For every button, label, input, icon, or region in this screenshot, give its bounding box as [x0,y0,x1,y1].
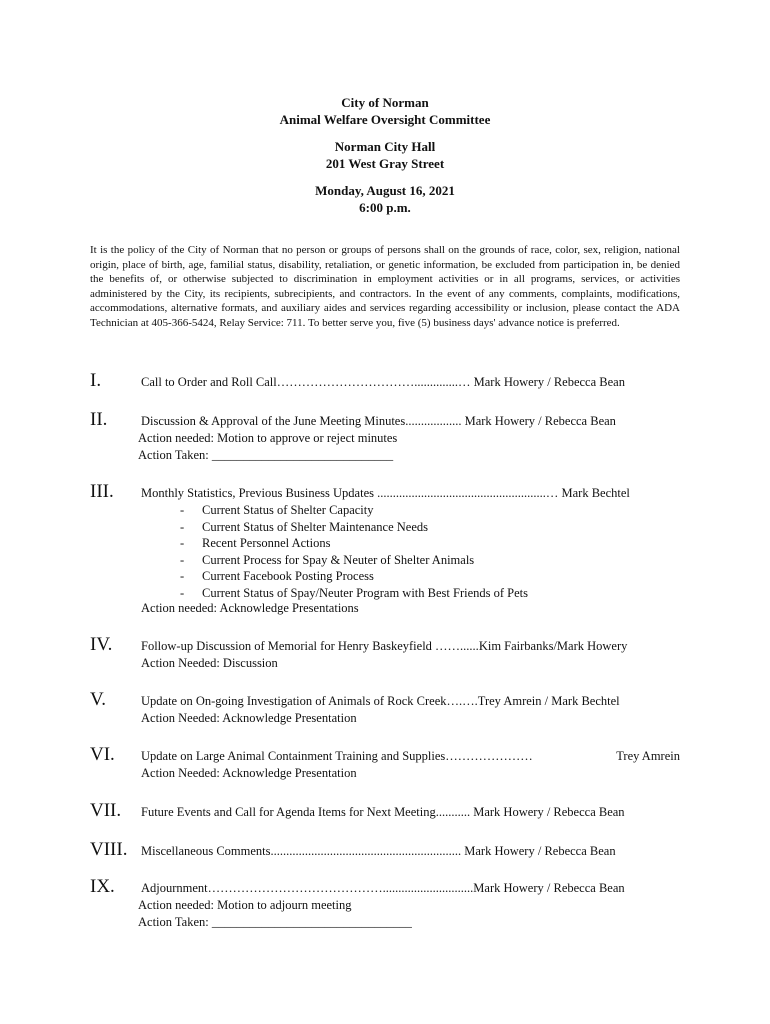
item-title: Discussion & Approval of the June Meeting Minutes.................. [141,414,462,428]
org-name: City of Norman [341,95,429,110]
item-numeral: V. [90,689,107,710]
action-needed: Action Needed: Discussion [141,656,278,670]
item-title: Update on Large Animal Containment Training and Supplies………………… [141,749,533,763]
action-needed: Action needed: Motion to approve or reject minutes [138,431,398,445]
item-line [141,413,680,430]
committee-name: Animal Welfare Oversight Committee [279,112,491,127]
action-needed: Action Needed: Acknowledge Presentation [141,766,357,780]
item-line [141,374,680,391]
item-presenter: Mark Howery / Rebecca Bean [473,881,625,895]
item-numeral: VI. [90,744,115,765]
item-line [141,693,680,710]
item-title: Adjournment……………………………………............................. [141,881,474,895]
item-line [141,748,680,765]
item-title: Follow-up Discussion of Memorial for Henry Baskeyfield ……...... [141,639,479,653]
action-needed: Action needed: Motion to adjourn meeting [138,898,352,912]
item-line [141,880,680,897]
non-discrimination-policy: It is the policy of the City of Norman that no person or groups of persons shall on the grounds of race, color, sex, religion, national origin, place of birth, age, familial status, disability, retaliation, or genetic information, be excluded from participation in, be denied the benefits of, or otherwise subjected to discrimination in employment activities or in all programs, services, or activities administered by the City, its recipients, subrecipients, and contractors. In the event of any comments, complaints, modifications, accommodations, alternative formats, and auxiliary aides and services regarding accessibility or inclusion, please contact the ADA Technician at 405-366-5424, Relay Service: 711. To better serve you, five (5) business days' advance notice is preferred. [90,244,680,329]
update-list [180,502,528,602]
item-title: Update on On-going Investigation of Animals of Rock Creek….…. [141,694,478,708]
item-presenter: Mark Howery / Rebecca Bean [473,375,625,389]
action-taken: Action Taken: ________________________________ [138,915,412,929]
venue-name: Norman City Hall [334,139,436,154]
item-numeral: IV. [90,634,113,655]
agenda-header [0,94,770,226]
item-line [141,485,680,502]
meeting-time: 6:00 p.m. [359,200,411,215]
item-line [141,804,680,821]
list-item: - Current Facebook Posting Process [180,569,374,584]
action-needed: Action Needed: Acknowledge Presentation [141,711,357,725]
action-needed: Action needed: Acknowledge Presentations [141,601,359,615]
item-numeral: II. [90,409,108,430]
item-numeral: I. [90,370,102,391]
item-numeral: III. [90,481,114,502]
action-taken: Action Taken: _____________________________ [138,448,394,462]
item-title: Monthly Statistics, Previous Business Updates ......................................................… [141,486,559,500]
list-item: - Recent Personnel Actions [180,536,331,551]
item-presenter: Kim Fairbanks/Mark Howery [478,639,628,653]
item-line [141,638,680,655]
list-item: - Current Process for Spay & Neuter of Shelter Animals [180,552,475,567]
item-presenter: Trey Amrein [616,749,680,763]
item-presenter: Trey Amrein / Mark Bechtel [477,694,620,708]
item-presenter: Mark Howery / Rebecca Bean [464,414,616,428]
item-numeral: VII. [90,800,122,821]
item-presenter: Mark Howery / Rebecca Bean [473,805,625,819]
item-presenter: Mark Howery / Rebecca Bean [464,844,616,858]
list-item: - Current Status of Spay/Neuter Program with Best Friends of Pets [180,585,529,600]
list-item: - Current Status of Shelter Capacity [180,503,374,517]
list-item: - Current Status of Shelter Maintenance Needs [180,519,428,534]
item-title: Miscellaneous Comments............................................................. [141,844,462,858]
item-title: Future Events and Call for Agenda Items for Next Meeting........... [141,805,471,819]
item-numeral: IX. [90,876,115,897]
venue-address: 201 West Gray Street [325,156,445,171]
item-line [141,843,680,860]
meeting-date: Monday, August 16, 2021 [315,183,455,198]
item-numeral: VIII. [90,839,128,860]
item-title: Call to Order and Roll Call……………………………..............… [141,375,471,389]
item-presenter: Mark Bechtel [561,486,630,500]
